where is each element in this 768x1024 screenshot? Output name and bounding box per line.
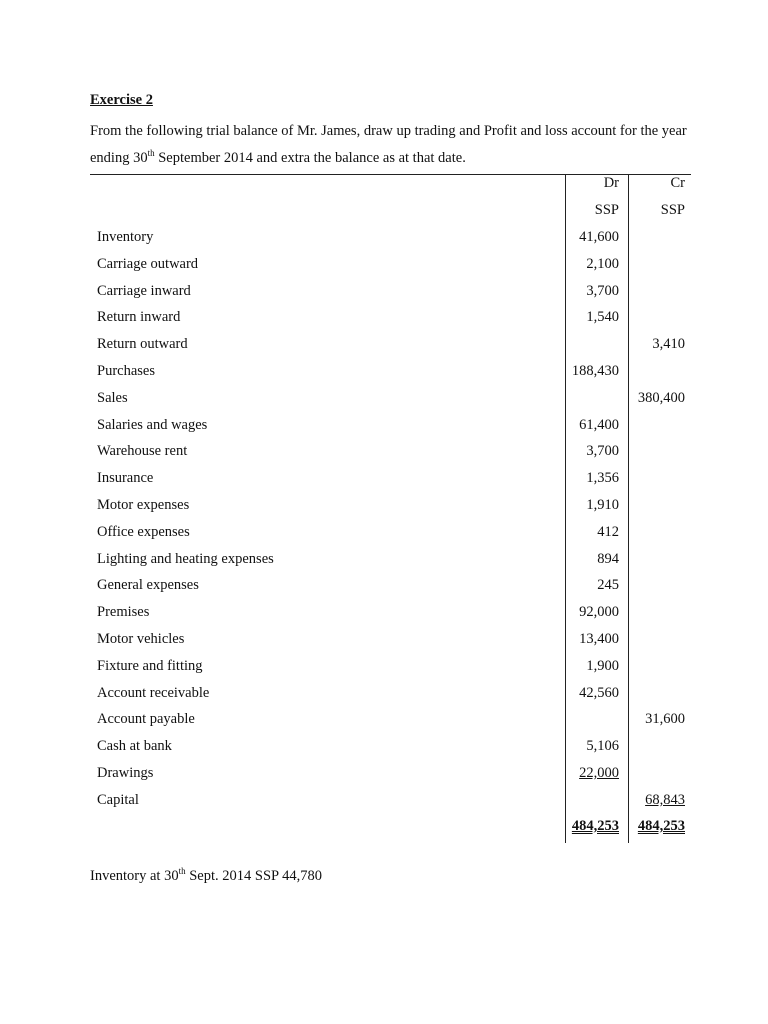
cr-column-header: Cr (670, 175, 685, 191)
account-name: Salaries and wages (97, 416, 208, 433)
note-text-part2: Sept. 2014 SSP 44,780 (185, 868, 323, 884)
account-name: Sales (97, 389, 128, 406)
cr-amount: 68,843 (645, 791, 685, 808)
dr-amount: 92,000 (579, 604, 619, 621)
account-name: Fixture and fitting (97, 657, 203, 674)
account-name: Account receivable (97, 684, 210, 701)
note-text-part1: Inventory at 30 (90, 868, 179, 884)
account-name: Purchases (97, 363, 155, 379)
note-ordinal-suffix: th (178, 866, 186, 877)
account-name: Drawings (97, 765, 154, 781)
cr-column-rule (628, 174, 629, 843)
total-dr: 484,253 (571, 818, 619, 834)
account-name: General expenses (97, 577, 199, 594)
account-name: Carriage inward (97, 282, 191, 299)
dr-amount: 1,540 (586, 309, 619, 326)
account-name: Warehouse rent (97, 443, 188, 460)
dr-amount: 3,700 (586, 282, 619, 299)
account-name: Account payable (97, 711, 195, 728)
account-name: Motor expenses (97, 497, 190, 513)
exercise-instructions (90, 118, 690, 172)
dr-amount: 245 (597, 577, 619, 594)
dr-amount: 412 (597, 523, 619, 540)
account-name: Motor vehicles (97, 631, 185, 647)
dr-amount: 13,400 (579, 631, 619, 647)
cr-amount: 31,600 (645, 711, 685, 728)
dr-amount: 5,106 (586, 738, 619, 755)
intro-text-part2: September 2014 and extra the balance as at that date. (154, 150, 466, 166)
account-name: Premises (97, 604, 150, 621)
account-name: Return inward (97, 309, 181, 326)
total-cr: 484,253 (637, 818, 685, 834)
intro-ordinal-suffix: th (147, 148, 155, 159)
intro-text-part1: From the following trial balance of Mr. James, draw up trading and Profit and loss account for the year ending 30 (90, 123, 687, 166)
dr-amount: 22,000 (579, 765, 619, 781)
exercise-heading: Exercise 2 (90, 92, 153, 108)
dr-currency-header: SSP (594, 202, 619, 218)
cr-currency-header: SSP (660, 202, 685, 218)
dr-amount: 3,700 (586, 443, 619, 460)
account-name: Cash at bank (97, 738, 172, 755)
dr-amount: 2,100 (586, 255, 619, 272)
dr-amount: 42,560 (579, 684, 619, 701)
dr-amount: 1,910 (586, 497, 619, 513)
dr-amount: 41,600 (579, 229, 619, 245)
cr-amount: 3,410 (652, 336, 685, 353)
account-name: Return outward (97, 336, 188, 353)
dr-column-header: Dr (603, 175, 619, 191)
account-name: Capital (97, 791, 139, 808)
account-name: Insurance (97, 470, 154, 487)
dr-amount: 894 (597, 550, 619, 567)
cr-amount: 380,400 (637, 389, 685, 406)
account-name: Inventory (97, 229, 154, 245)
dr-amount: 1,900 (586, 657, 619, 674)
dr-amount: 188,430 (571, 363, 619, 379)
dr-amount: 61,400 (579, 416, 619, 433)
dr-amount: 1,356 (586, 470, 619, 487)
closing-inventory-note (90, 868, 322, 885)
account-name: Lighting and heating expenses (97, 550, 274, 567)
account-name: Office expenses (97, 523, 190, 540)
account-name: Carriage outward (97, 255, 199, 272)
